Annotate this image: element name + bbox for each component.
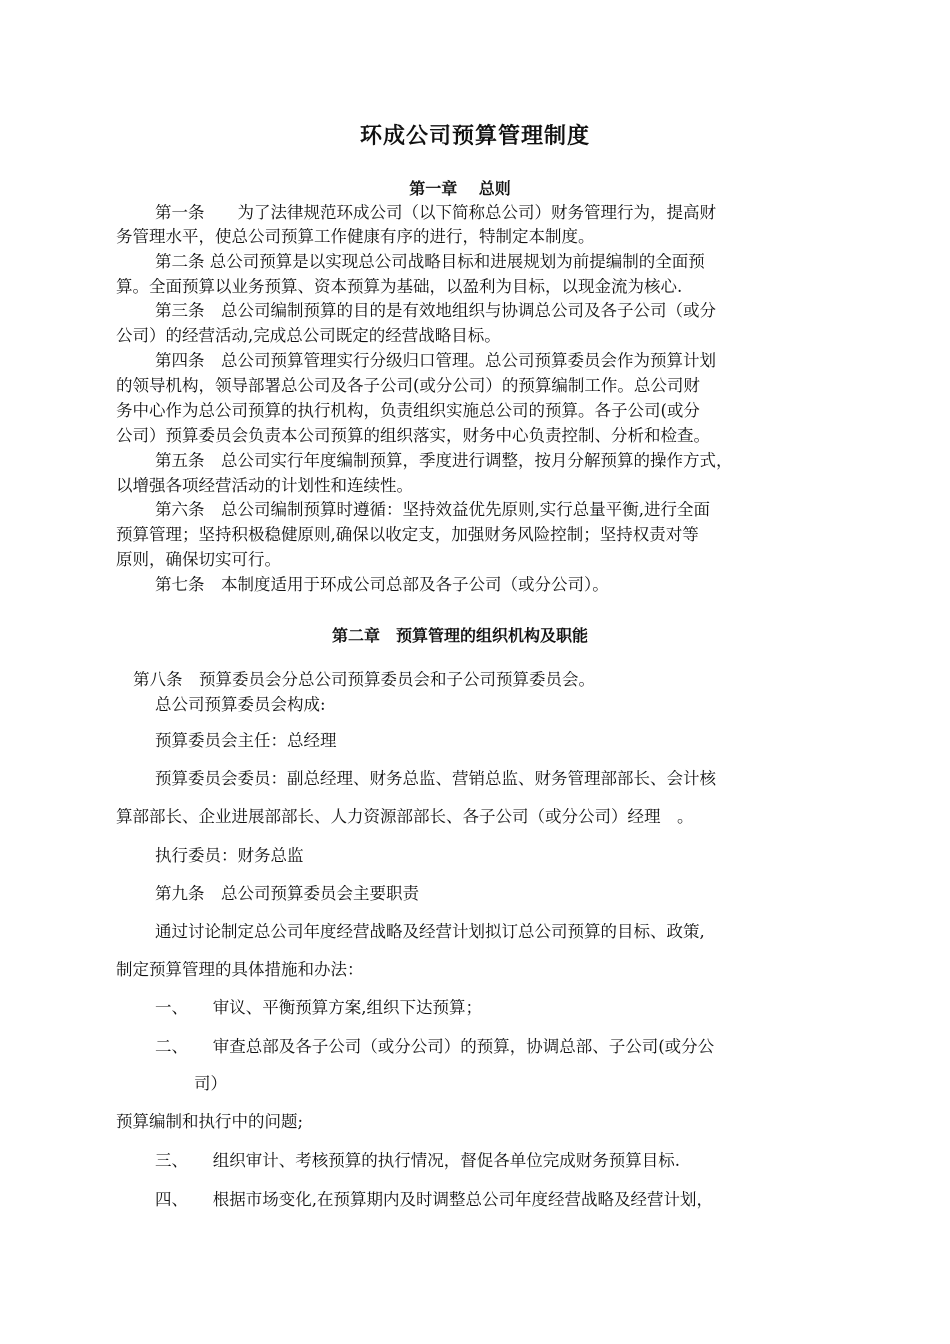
paragraph-line: 原则，确保切实可行。 — [116, 550, 281, 569]
paragraph-line: 第七条 本制度适用于环成公司总部及各子公司（或分公司）。 — [155, 575, 609, 594]
list-item-line: 二、 审查总部及各子公司（或分公司）的预算，协调总部、子公司(或分公 — [155, 1037, 715, 1056]
paragraph-line: 预算编制和执行中的问题; — [116, 1112, 304, 1131]
document-title: 环成公司预算管理制度 — [359, 124, 590, 149]
chapter-heading-1: 第一章 总则 — [409, 179, 511, 198]
list-item-line: 一、 审议、平衡预算方案,组织下达预算； — [155, 998, 482, 1017]
paragraph-line: 第五条 总公司实行年度编制预算，季度进行调整，按月分解预算的操作方式， — [155, 451, 733, 470]
paragraph-line: 第三条 总公司编制预算的目的是有效地组织与协调总公司及各子公司（或分 — [155, 301, 716, 320]
paragraph-line: 总公司预算委员会构成: — [155, 695, 326, 714]
paragraph-line: 公司）的经营活动,完成总公司既定的经营战略目标。 — [116, 326, 501, 345]
paragraph-line: 算部部长、企业进展部部长、人力资源部部长、各子公司（或分公司）经理 。 — [116, 807, 694, 826]
paragraph-line: 算。全面预算以业务预算、资本预算为基础，以盈利为目标，以现金流为核心. — [116, 277, 683, 296]
paragraph-line: 的领导机构，领导部署总公司及各子公司(或分公司）的预算编制工作。总公司财 — [116, 376, 700, 395]
list-item-line: 三、 组织审计、考核预算的执行情况，督促各单位完成财务预算目标. — [155, 1151, 680, 1170]
paragraph-line: 第四条 总公司预算管理实行分级归口管理。总公司预算委员会作为预算计划 — [155, 351, 716, 370]
paragraph-line: 公司）预算委员会负责本公司预算的组织落实，财务中心负责控制、分析和检查。 — [116, 426, 710, 445]
paragraph-line: 第一条 为了法律规范环成公司（以下简称总公司）财务管理行为，提高财 — [155, 203, 716, 222]
paragraph-line: 第二条 总公司预算是以实现总公司战略目标和进展规划为前提编制的全面预 — [155, 252, 705, 271]
paragraph-line: 第八条 预算委员会分总公司预算委员会和子公司预算委员会。 — [133, 670, 595, 689]
paragraph-line: 通过讨论制定总公司年度经营战略及经营计划拟订总公司预算的目标、政策, — [155, 922, 705, 941]
chapter-heading-2: 第二章 预算管理的组织机构及职能 — [331, 626, 588, 645]
paragraph-line: 以增强各项经营活动的计划性和连续性。 — [116, 476, 413, 495]
list-item-line: 司） — [194, 1074, 227, 1093]
paragraph-line: 务管理水平，使总公司预算工作健康有序的进行，特制定本制度。 — [116, 227, 595, 246]
paragraph-line: 制定预算管理的具体措施和办法： — [116, 960, 364, 979]
paragraph-line: 务中心作为总公司预算的执行机构，负责组织实施总公司的预算。各子公司(或分 — [116, 401, 700, 420]
paragraph-line: 预算委员会主任：总经理 — [155, 731, 337, 750]
paragraph-line: 预算委员会委员：副总经理、财务总监、营销总监、财务管理部部长、会计核 — [155, 769, 716, 788]
paragraph-line: 预算管理；坚持积极稳健原则,确保以收定支，加强财务风险控制；坚持权责对等 — [116, 525, 699, 544]
paragraph-line: 第九条 总公司预算委员会主要职责 — [155, 884, 419, 903]
list-item-line: 四、 根据市场变化,在预算期内及时调整总公司年度经营战略及经营计划， — [155, 1190, 713, 1209]
paragraph-line: 第六条 总公司编制预算时遵循：坚持效益优先原则,实行总量平衡,进行全面 — [155, 500, 710, 519]
paragraph-line: 执行委员：财务总监 — [155, 846, 304, 865]
